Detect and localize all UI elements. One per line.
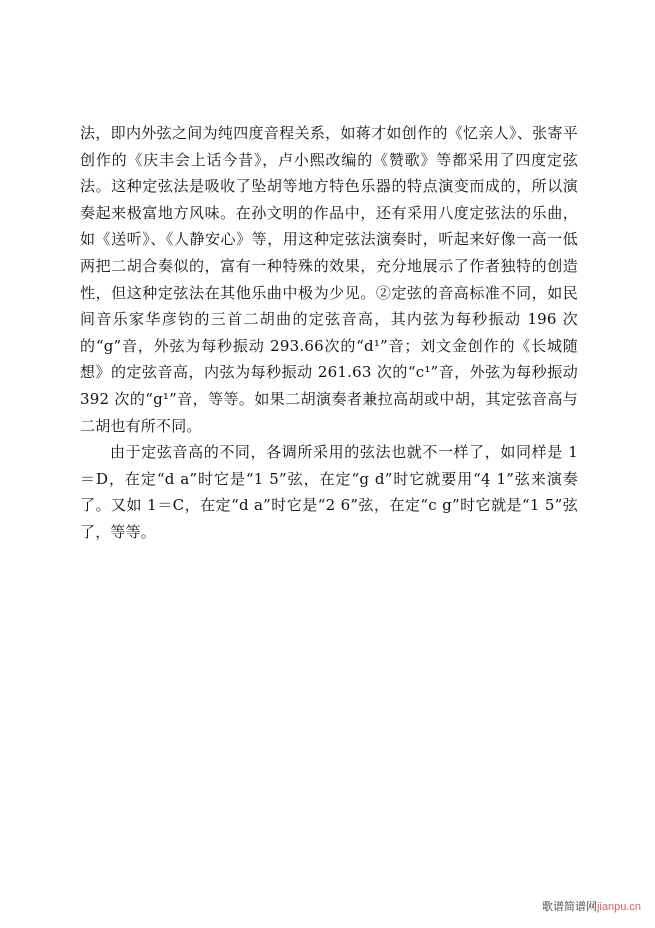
watermark bbox=[542, 898, 641, 914]
paragraph-1: 法，即内外弦之间为纯四度音程关系，如蒋才如创作的《忆亲人》、张寄平创作的《庆丰会上话今昔》，卢小熙改编的《赞歌》等都采用了四度定弦法。这种定弦法是吸收了坠胡等地方特色乐器的特点演变而成的，所以演奏起来极富地方风味。在孙文明的作品中，还有采用八度定弦法的乐曲，如《送听》、《人静安心》等，用这种定弦法演奏时，听起来好像一高一低两把二胡合奏似的，富有一种特殊的效果，充分地展示了作者独特的创造性，但这种定弦法在其他乐曲中极为少见。②定弦的音高标准不同，如民间音乐家华彦钧的三首二胡曲的定弦音高，其内弦为每秒振动 196 次的“g”音，外弦为每秒振动 293.66次的“d¹”音；刘文金创作的《长城随想》的定弦音高，内弦为每秒振动 261.63 次的“c¹”音，外弦为每秒振动 392 次的“g¹”音，等等。如果二胡演奏者兼拉高胡或中胡，其定弦音高与二胡也有所不同。 bbox=[80, 124, 578, 435]
watermark-site: 歌谱简谱网 bbox=[541, 901, 597, 913]
watermark-domain: jianpu.cn bbox=[596, 901, 641, 913]
paragraph-2: 由于定弦音高的不同，各调所采用的弦法也就不一样了，如同样是 1＝D，在定“d a”时它是“1 5”弦，在定“g d”时它就要用“4̣ 1”弦来演奏了。又如 1＝C，在定“d a”时它是“2 6”弦，在定“c g”时它就是“1 5”弦了，等等。 bbox=[80, 443, 578, 541]
body-text bbox=[80, 120, 578, 546]
